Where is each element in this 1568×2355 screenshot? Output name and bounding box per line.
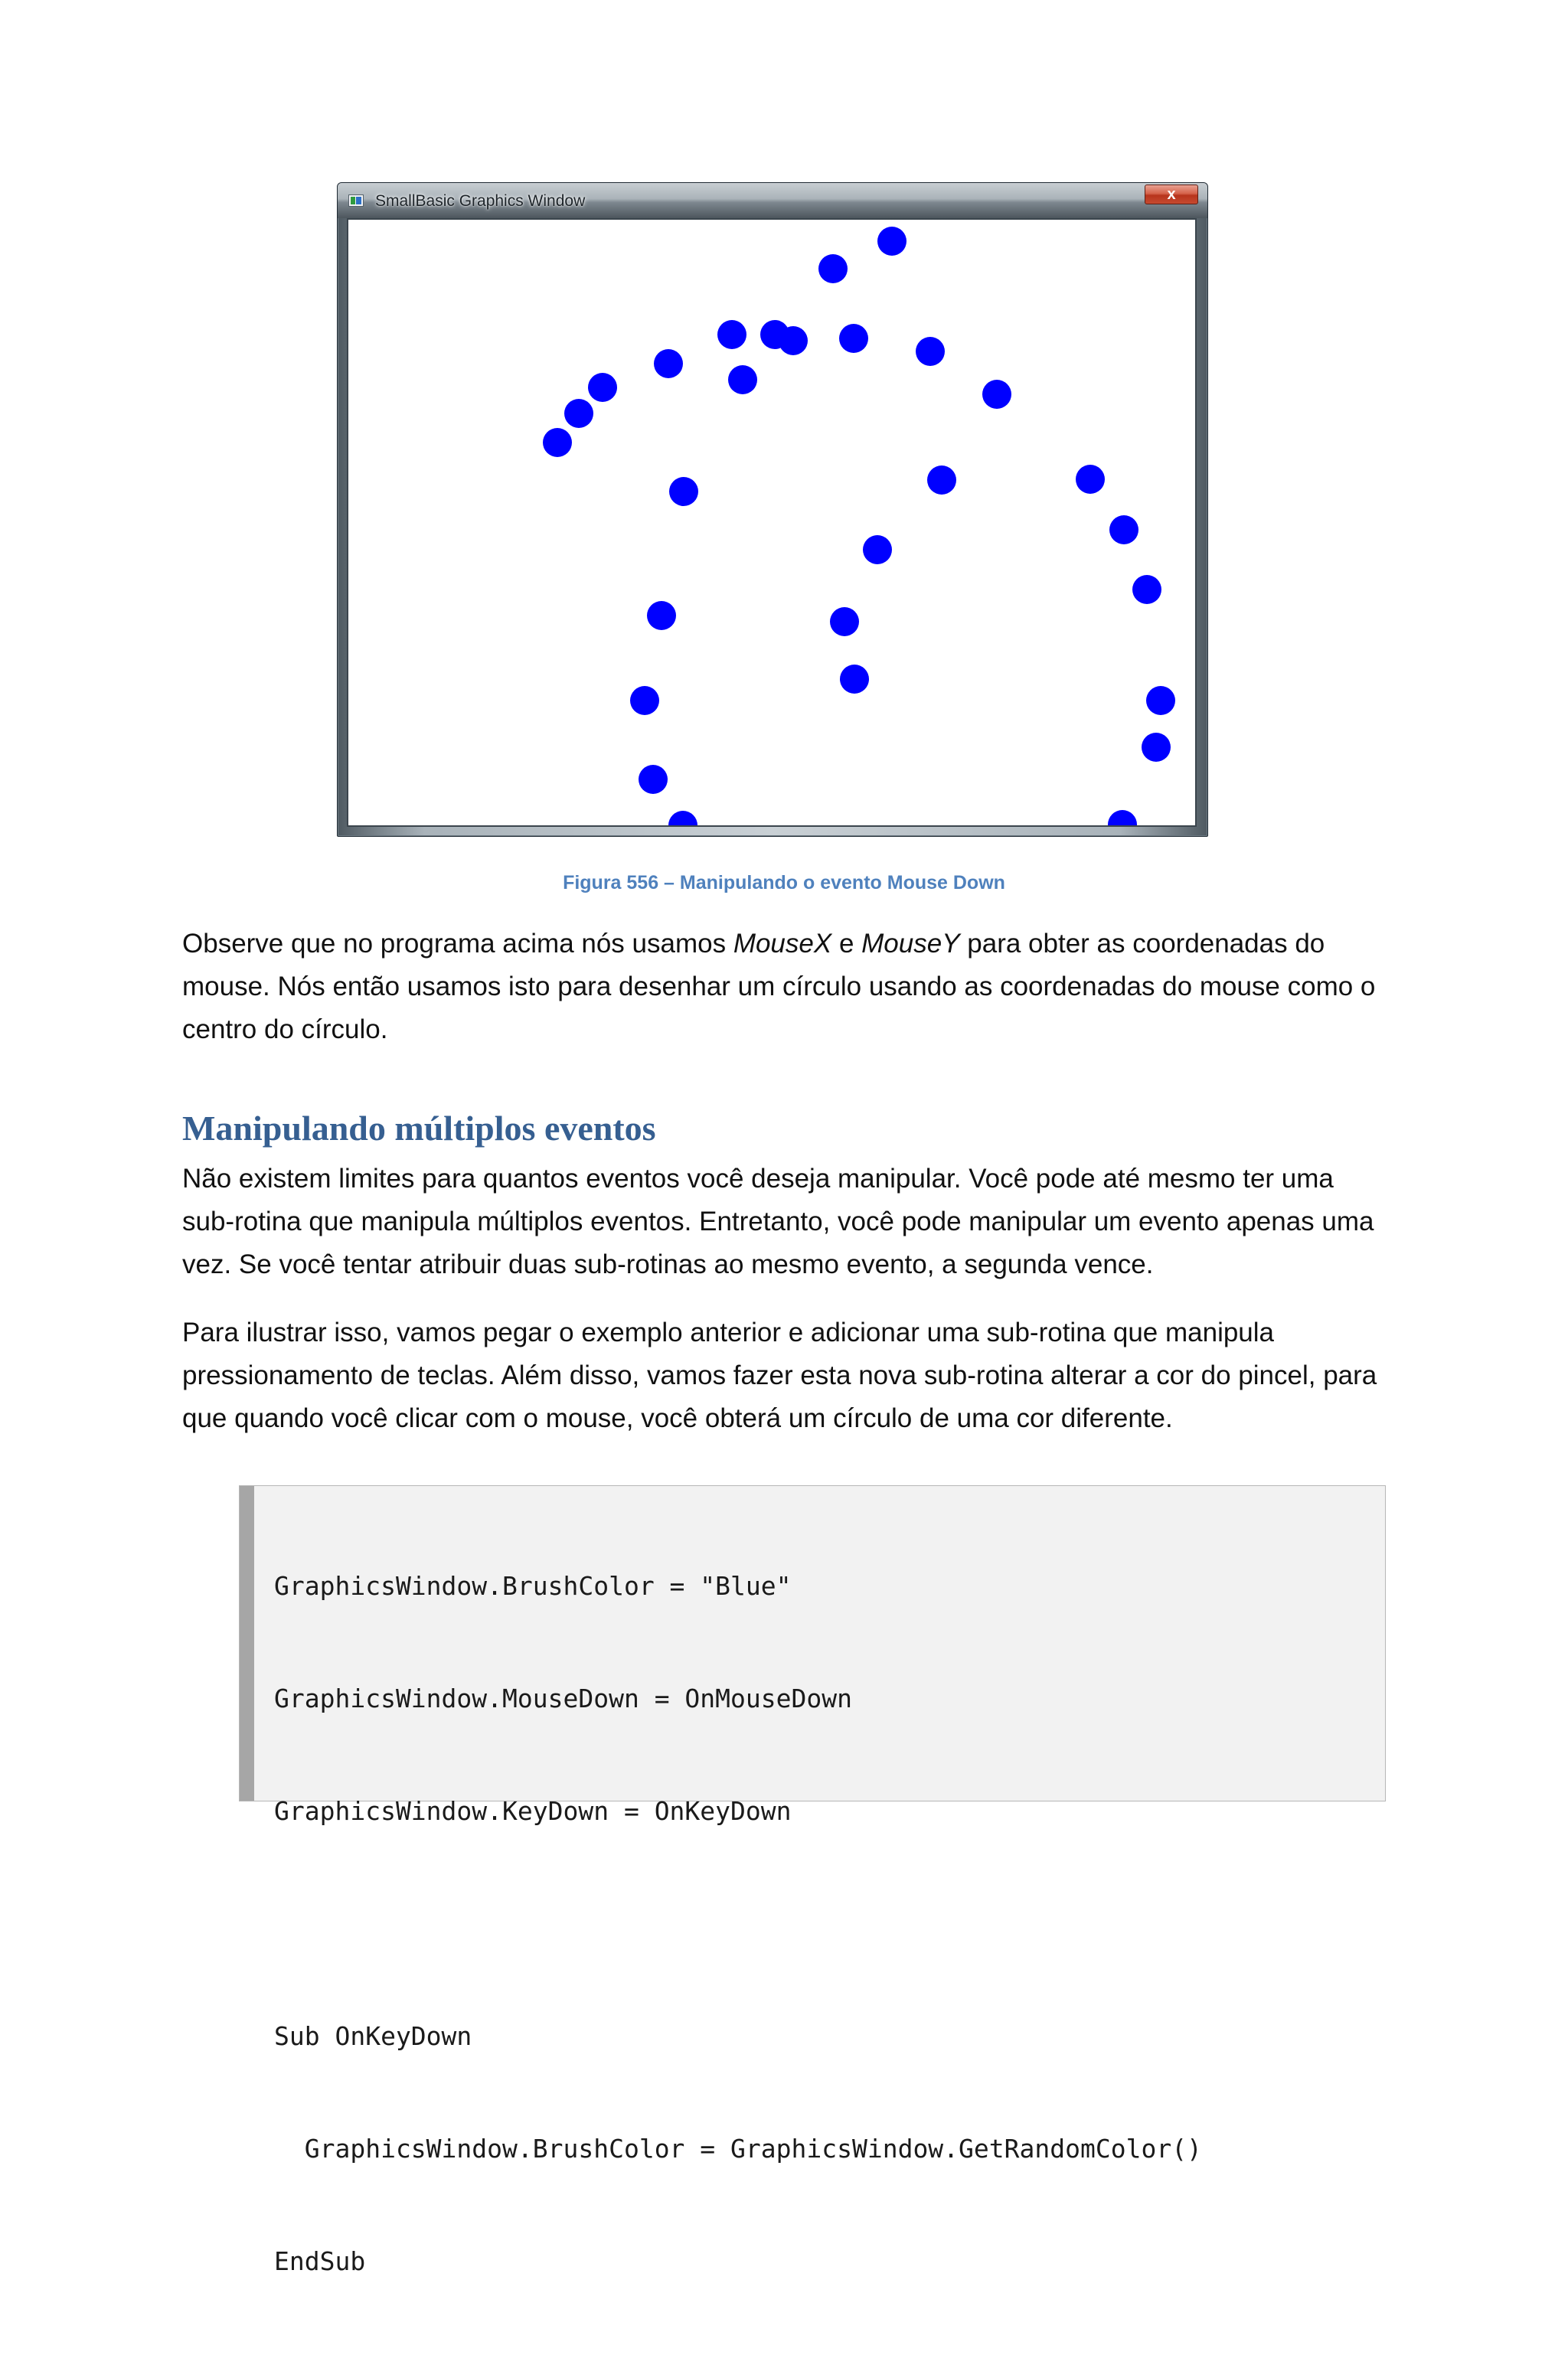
drawn-circle bbox=[839, 324, 868, 353]
code-line: Sub OnKeyDown bbox=[274, 2021, 472, 2051]
code-line: GraphicsWindow.KeyDown = OnKeyDown bbox=[274, 1796, 792, 1826]
drawn-circle bbox=[564, 399, 593, 428]
drawn-circle bbox=[916, 337, 945, 366]
drawn-circle bbox=[877, 227, 906, 256]
paragraph-text: e bbox=[831, 929, 862, 959]
code-block-accent-bar bbox=[240, 1486, 254, 1801]
code-block bbox=[239, 1485, 1386, 2276]
figure-caption: Figura 556 – Manipulando o evento Mouse Down bbox=[563, 872, 1005, 893]
window-title: SmallBasic Graphics Window bbox=[375, 192, 586, 210]
drawn-circle bbox=[1109, 515, 1138, 544]
paragraph-illustration: Para ilustrar isso, vamos pegar o exemplo anterior e adicionar uma sub-rotina que manipula pressionamento de teclas. Além disso, vamos fazer esta nova sub-rotina alterar a cor do pincel, para que quando você clicar com o mouse, você obterá um círculo de uma cor diferente. bbox=[182, 1318, 1377, 1433]
paragraph-multiple-events: Não existem limites para quantos eventos você deseja manipular. Você pode até mesmo ter uma sub-rotina que manipula múltiplos eventos. Entretanto, você pode manipular um evento apenas uma vez. Se você tentar atribuir duas sub-rotinas ao mesmo evento, a segunda vence. bbox=[182, 1164, 1374, 1279]
section-heading: Manipulando múltiplos eventos bbox=[182, 1109, 656, 1148]
mousex-term: MouseX bbox=[733, 929, 832, 959]
drawn-circle bbox=[630, 686, 659, 715]
window-titlebar bbox=[338, 183, 1207, 218]
graphics-canvas[interactable] bbox=[347, 218, 1197, 827]
code-line: GraphicsWindow.MouseDown = OnMouseDown bbox=[274, 1684, 852, 1713]
code-line: EndSub bbox=[274, 2246, 366, 2276]
drawn-circle bbox=[840, 665, 869, 694]
dots-layer bbox=[348, 220, 1195, 825]
drawn-circle bbox=[863, 535, 892, 564]
drawn-circle bbox=[1132, 575, 1161, 604]
drawn-circle bbox=[1146, 686, 1175, 715]
paragraph-mouse-coords bbox=[182, 923, 1392, 1051]
drawn-circle bbox=[654, 349, 683, 378]
code-line bbox=[274, 1905, 1202, 1942]
drawn-circle bbox=[728, 365, 757, 394]
drawn-circle bbox=[1142, 733, 1171, 762]
drawn-circle bbox=[668, 811, 697, 825]
drawn-circle bbox=[717, 320, 746, 349]
app-icon bbox=[348, 194, 364, 207]
drawn-circle bbox=[1108, 810, 1137, 825]
drawn-circle bbox=[982, 380, 1011, 409]
drawn-circle bbox=[543, 428, 572, 457]
drawn-circle bbox=[830, 607, 859, 636]
drawn-circle bbox=[927, 465, 956, 495]
drawn-circle bbox=[1076, 465, 1105, 494]
mousey-term: MouseY bbox=[861, 929, 960, 959]
paragraph-text: Observe que no programa acima nós usamos bbox=[182, 929, 733, 959]
drawn-circle bbox=[639, 765, 668, 794]
paragraph-text: para obter as coordenadas do mouse. Nós então usamos isto para desenhar um círculo usando as coordenadas do mouse como o centro do círculo. bbox=[182, 929, 1376, 1044]
graphics-window-screenshot bbox=[337, 182, 1208, 837]
drawn-circle bbox=[818, 254, 848, 283]
code-lines bbox=[274, 1492, 1202, 2355]
code-line: GraphicsWindow.BrushColor = GraphicsWindow.GetRandomColor() bbox=[274, 2134, 1202, 2164]
drawn-circle bbox=[779, 326, 808, 355]
close-icon[interactable]: x bbox=[1145, 185, 1198, 204]
drawn-circle bbox=[669, 477, 698, 506]
drawn-circle bbox=[588, 373, 617, 402]
drawn-circle bbox=[647, 601, 676, 630]
code-line: GraphicsWindow.BrushColor = "Blue" bbox=[274, 1571, 792, 1601]
